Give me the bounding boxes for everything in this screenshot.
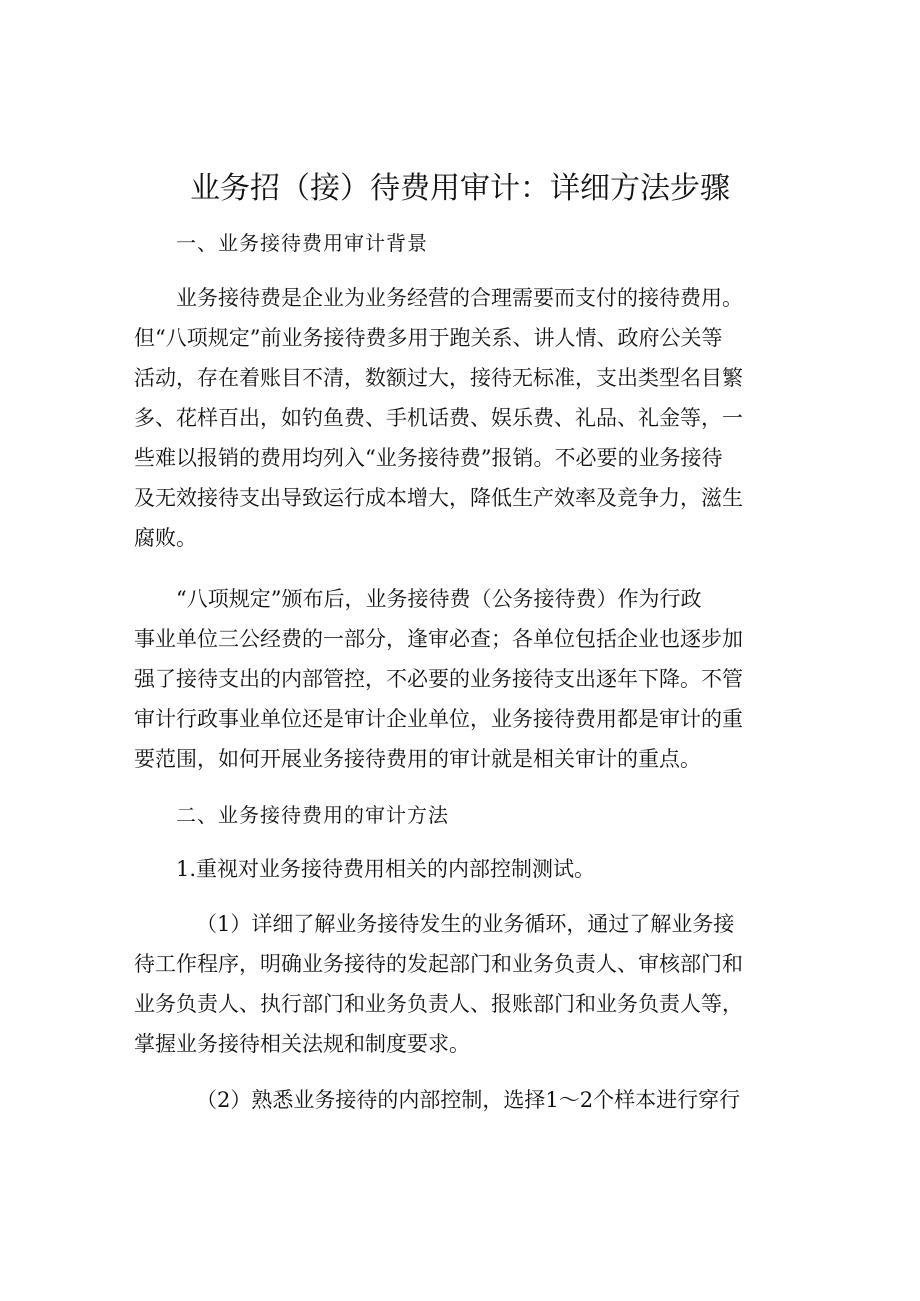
paragraph-line: 及无效接待支出导致运行成本增大，降低生产效率及竞争力，滋生 (134, 486, 743, 510)
section-heading-background: 一、业务接待费用审计背景 (176, 231, 428, 255)
paragraph-line: 事业单位三公经费的一部分，逢审必查；各单位包括企业也逐步加 (134, 627, 743, 651)
paragraph-line: 待工作程序，明确业务接待的发起部门和业务负责人、审核部门和 (134, 952, 743, 976)
paragraph-line: 但“八项规定”前业务接待费多用于跑关系、讲人情、政府公关等 (134, 326, 723, 350)
paragraph-line: 掌握业务接待相关法规和制度要求。 (134, 1032, 470, 1056)
page-title: 业务招（接）待费用审计：详细方法步骤 (190, 171, 730, 206)
paragraph-line: 腐败。 (134, 526, 197, 550)
paragraph-line: 些难以报销的费用均列入“业务接待费”报销。不必要的业务接待 (134, 446, 723, 470)
section-heading-methods: 二、业务接待费用的审计方法 (176, 803, 449, 827)
paragraph-line: 要范围，如何开展业务接待费用的审计就是相关审计的重点。 (134, 747, 701, 771)
paragraph-line: “八项规定”颁布后，业务接待费（公务接待费）作为行政 (176, 587, 702, 611)
paragraph-line: 多、花样百出，如钓鱼费、手机话费、娱乐费、礼品、礼金等，一 (134, 406, 743, 430)
paragraph-line: 强了接待支出的内部管控，不必要的业务接待支出逐年下降。不管 (134, 667, 743, 691)
paragraph-line: （1）详细了解业务接待发生的业务循环，通过了解业务接 (196, 912, 735, 936)
paragraph-line: （2）熟悉业务接待的内部控制，选择1～2个样本进行穿行 (196, 1088, 741, 1112)
paragraph-line: 审计行政事业单位还是审计企业单位，业务接待费用都是审计的重 (134, 707, 743, 731)
paragraph-line: 业务接待费是企业为业务经营的合理需要而支付的接待费用。 (176, 286, 743, 310)
paragraph-line: 活动，存在着账目不清，数额过大，接待无标准，支出类型名目繁 (134, 366, 743, 390)
numbered-item-heading: 1.重视对业务接待费用相关的内部控制测试。 (176, 857, 596, 881)
paragraph-line: 业务负责人、执行部门和业务负责人、报账部门和业务负责人等， (134, 992, 743, 1016)
